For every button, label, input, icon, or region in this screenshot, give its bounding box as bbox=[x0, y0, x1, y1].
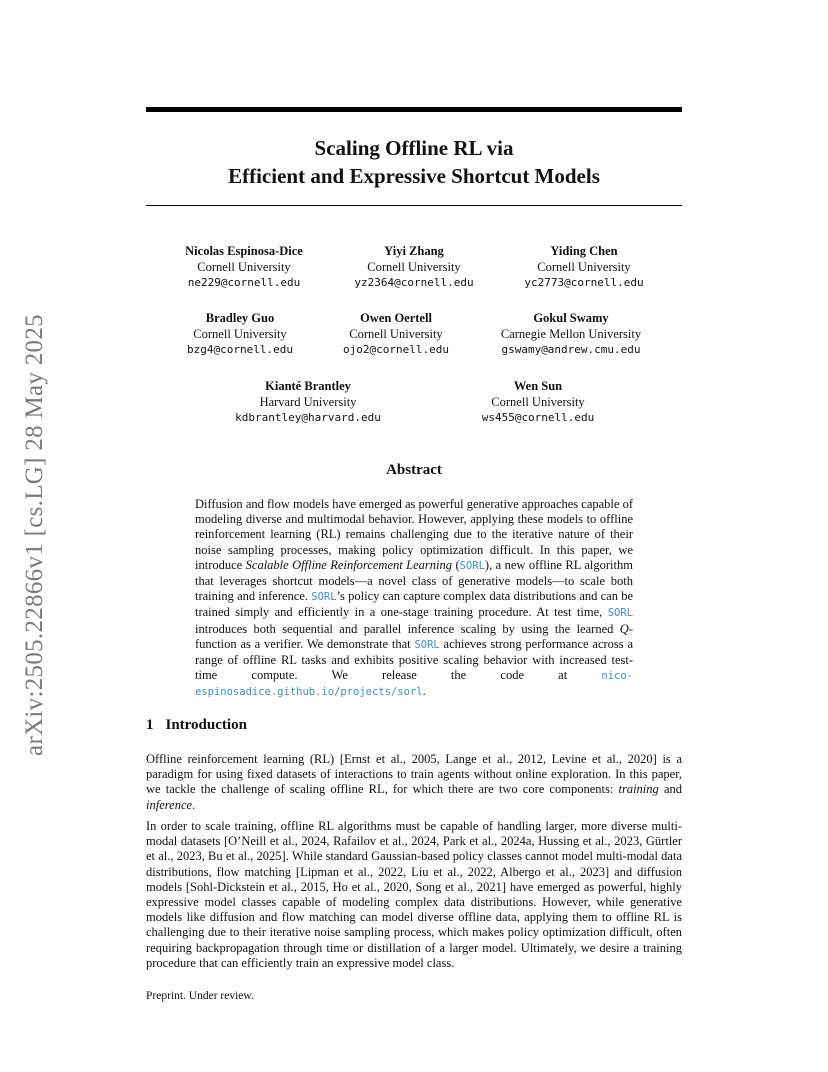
author-affiliation: Cornell University bbox=[491, 395, 585, 409]
project-url-link[interactable]: nico-espinosadice.github.io/projects/sorl bbox=[195, 670, 633, 699]
author-email: bzg4@cornell.edu bbox=[187, 343, 293, 356]
section-heading bbox=[146, 717, 247, 734]
section-title: Introduction bbox=[165, 717, 247, 733]
author-email: yz2364@cornell.edu bbox=[354, 276, 474, 289]
emphasis-training: training bbox=[618, 782, 659, 797]
abstract-text: Diffusion and flow models have emerged as powerful generative approaches capable of modeling diverse and multimodal behavior. However, applying these models to offline reinforcement learning (RL) remains challenging due to the iterative nature of their noise sampling processes, making policy optimization difficult. In this paper, we introduce bbox=[195, 497, 633, 572]
top-rule bbox=[146, 107, 682, 112]
abstract-heading: Abstract bbox=[386, 462, 442, 478]
author-block bbox=[343, 310, 449, 358]
author-email: ne229@cornell.edu bbox=[187, 276, 301, 289]
author-affiliation: Cornell University bbox=[367, 260, 461, 274]
author-name: Gokul Swamy bbox=[533, 311, 609, 325]
author-email: kdbrantley@harvard.edu bbox=[235, 411, 381, 424]
author-block bbox=[501, 310, 641, 358]
sorl-link[interactable]: SORL bbox=[459, 559, 485, 572]
author-block bbox=[524, 243, 643, 291]
title-line-2: Efficient and Expressive Shortcut Models bbox=[228, 164, 600, 188]
abstract-text: introduces both sequential and parallel inference scaling by using the learned bbox=[195, 621, 620, 636]
section-number: 1 bbox=[146, 717, 154, 733]
sorl-link[interactable]: SORL bbox=[311, 591, 337, 604]
abstract-text: ’s policy can capture complex data distributions and can be trained simply and efficiently in a one-stage training procedure. At test time, bbox=[195, 589, 633, 620]
author-block bbox=[235, 378, 381, 426]
paragraph-text: Offline reinforcement learning (RL) [Ernst et al., 2005, Lange et al., 2012, Levine et al., 2020] is a paradigm for using fixed datasets of interactions to train agents without online exploration. In this paper, we tackle the challenge of scaling offline RL, for which there are two core components: bbox=[146, 752, 682, 797]
author-affiliation: Cornell University bbox=[197, 260, 291, 274]
author-name: Bradley Guo bbox=[205, 311, 275, 325]
intro-paragraph-1 bbox=[146, 752, 682, 813]
author-block bbox=[354, 243, 473, 291]
abstract-body bbox=[195, 497, 633, 701]
author-email: ojo2@cornell.edu bbox=[343, 343, 449, 356]
author-affiliation: Harvard University bbox=[259, 395, 357, 409]
author-email: yc2773@cornell.edu bbox=[524, 276, 644, 289]
author-name: Yiyi Zhang bbox=[384, 244, 444, 258]
author-name: Kianté Brantley bbox=[265, 379, 351, 393]
footer-note: Preprint. Under review. bbox=[146, 990, 254, 1002]
method-name: Scalable Offline Reinforcement Learning bbox=[245, 557, 452, 572]
abstract-text: . bbox=[422, 684, 426, 699]
sorl-link[interactable]: SORL bbox=[607, 607, 633, 620]
author-name: Nicolas Espinosa-Dice bbox=[185, 244, 303, 258]
paragraph-text: . bbox=[192, 797, 196, 812]
author-affiliation: Carnegie Mellon University bbox=[500, 327, 642, 341]
author-affiliation: Cornell University bbox=[349, 327, 443, 341]
author-email: ws455@cornell.edu bbox=[481, 411, 595, 424]
q-symbol: Q bbox=[619, 621, 629, 636]
abstract-text: -function as a verifier. We demonstrate that bbox=[195, 621, 633, 651]
author-name: Owen Oertell bbox=[360, 311, 432, 325]
sorl-link[interactable]: SORL bbox=[414, 638, 440, 651]
author-affiliation: Cornell University bbox=[193, 327, 287, 341]
author-block bbox=[482, 378, 595, 426]
author-affiliation: Cornell University bbox=[537, 260, 631, 274]
emphasis-inference: inference bbox=[146, 797, 193, 812]
paragraph-text: and bbox=[658, 782, 682, 797]
author-block bbox=[187, 310, 293, 358]
author-email: gswamy@andrew.cmu.edu bbox=[501, 343, 641, 356]
intro-paragraph-2: In order to scale training, offline RL algorithms must be capable of handling larger, more diverse multi-modal datasets [O’Neill et al., 2024, Rafailov et al., 2024, Park et al., 2024a, Hussing et al., 2023, Gürtler et al., 2023, Bu et al., 2025]. While standard Gaussian-based policy classes cannot model multi-modal data distributions, flow matching [Lipman et al., 2022, Liu et al., 2022, Albergo et al., 2023] and diffusion models [Sohl-Dickstein et al., 2015, Ho et al., 2020, Song et al., 2021] have emerged as powerful, highly expressive model classes capable of modeling complex data distributions. However, while generative models like diffusion and flow matching can model diverse offline data, applying them to offline RL is challenging due to their iterative noise sampling process, which makes policy optimization difficult, often requiring backpropagation through time or distillation of a larger model. Ultimately, we desire a training procedure that can efficiently train an expressive model class. bbox=[146, 819, 682, 970]
title-line-1: Scaling Offline RL via bbox=[314, 136, 514, 160]
abstract-text: ), a new offline RL algorithm that leverages shortcut models—a novel class of generative models—to scale both training and inference. bbox=[195, 557, 633, 604]
abstract-text: ( bbox=[452, 557, 460, 572]
arxiv-stamp: arXiv:2505.22866v1 [cs.LG] 28 May 2025 bbox=[21, 314, 48, 756]
paper-title bbox=[146, 134, 682, 190]
author-name: Yiding Chen bbox=[550, 244, 618, 258]
author-name: Wen Sun bbox=[513, 379, 563, 393]
title-rule bbox=[146, 205, 682, 206]
author-block bbox=[185, 243, 303, 291]
abstract-text: achieves strong performance across a range of offline RL tasks and exhibits positive scaling behavior with increased test-time compute. We release the code at bbox=[195, 636, 633, 683]
